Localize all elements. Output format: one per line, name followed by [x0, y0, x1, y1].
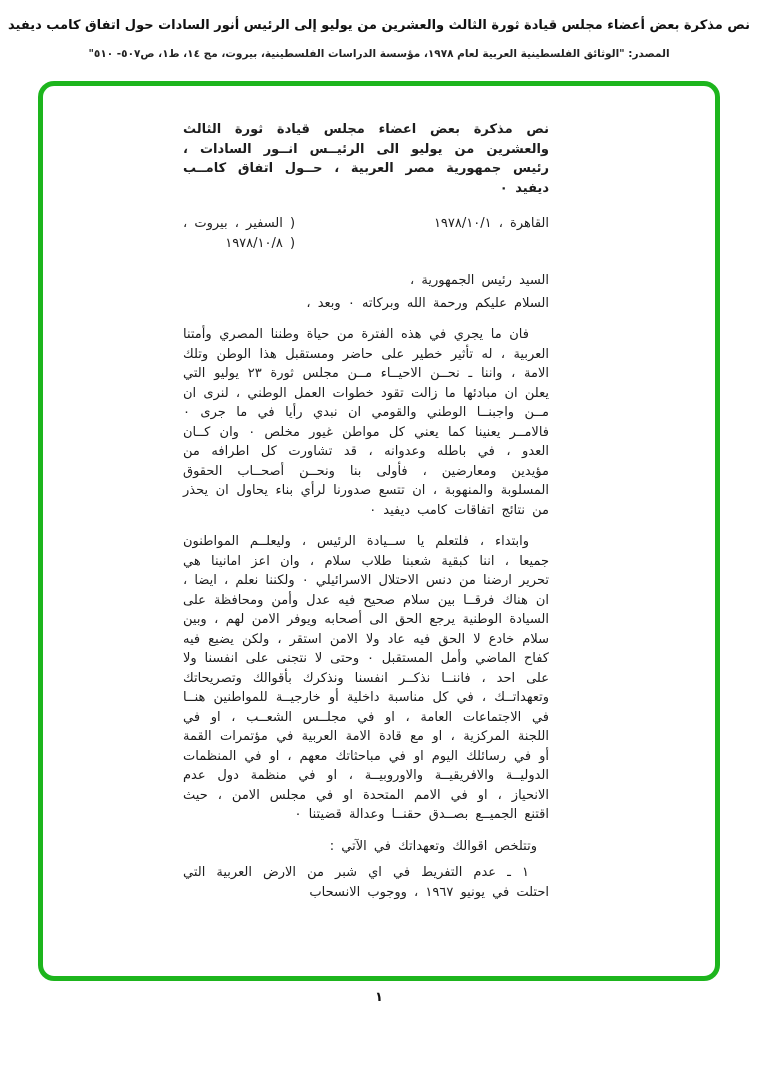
paragraph-1: فان ما يجري في هذه الفترة من حياة وطننا المصري وأمتنا العربية ، له تأثير خطير على حاضر ومستقبل هذا الوطن وتلك الامة ، واننا ـ نحــن الاحيــاء مــن مجلس ثورة ٢٣ يوليو التي يعلن ان مبادئها ما زالت تقود خطوات العمل الوطني ، لنرى ان مــن واجبنــا الوطني والقومي ان نبدي رأيا في ما جرى ٠ فالامــر يعنينا كما يعني كل مواطن غيور مخلص ٠ وان كــان العدو ، في باطله وعدوانه ، قد تشاورت كل اطرافه من مؤيدين ومعارضين ، فأولى بنا ونحــن أصحــاب الحقوق المسلوبة والمنهوبة ، ان تتسع صدورنا لرأي بناء يحاول ان يحذر من نتائج اتفاقات كامب ديفيد ٠	[183, 327, 550, 518]
dateline-source-ref	[183, 214, 295, 253]
list-intro: وتتلخص اقوالك وتعهداتك في الآتي :	[329, 838, 537, 854]
document-title: نص مذكرة بعض اعضاء مجلس قيادة ثورة الثالث والعشرين من يوليو الى الرئيــس انــور السادات ، رئيس جمهورية مصر العربية ، حــول اتفاق كامــب ديفيد ٠	[183, 122, 549, 196]
salutation: السيد رئيس الجمهورية ،	[410, 273, 549, 288]
dateline	[183, 214, 549, 253]
dateline-source-line-2: ( ١٩٧٨/١٠/٨	[225, 235, 296, 251]
page-number: ١	[375, 990, 383, 1005]
list-item-1: ١ ـ عدم التفريط في اي شبر من الارض العربية التي احتلت في يونيو ١٩٦٧ ، ووجوب الانسحاب	[183, 865, 549, 900]
page-header	[0, 0, 758, 61]
document-frame	[38, 81, 720, 981]
header-source-citation: المصدر: "الوثائق الفلسطينية العربية لعام ١٩٧٨، مؤسسة الدراسات الفلسطينية، بيروت، مج ١٤، ط١، ص٥٠٧- ٥١٠"	[88, 48, 670, 60]
greeting: السلام عليكم ورحمة الله وبركاته ٠ وبعد ،	[306, 295, 549, 311]
document-body	[183, 120, 549, 902]
paragraph-2: وابتداء ، فلتعلم يا ســيادة الرئيس ، وليعلــم المواطنون جميعا ، اننا كبقية شعبنا طلاب سلام ، وان اعز امانينا هي تحرير ارضنا من دنس الاحتلال الاسرائيلي ٠ ولكننا نعلم ، ايضا ، ان هناك فرقــا بين سلام صحيح فيه عدل وأمن ومحافظة على السيادة الوطنية يرجع الحق الى أصحابه ويوفر الامن لهم ، وبين سلام خادع لا الحق فيه عاد ولا الامن استقر ، ولكن يضيع فيه كفاح الماضي وأمل المستقبل ٠ وحتى لا نتجنى على انفسنا ولا على احد ، فاننــا نذكــر انفسنا ونذكرك بأقوالك وتصريحاتك وتعهداتــك ، في كل مناسبة داخلية أو خارجيــة للمواطنين هنــا في الاجتماعات العامة ، او في مجلــس الشعــب ، او في اللجنة المركزية ، او مع قادة الامة العربية في مؤتمرات القمة أو في رسائلك اليوم او في مباحثاتك معهم ، او في المنظمات الدوليــة والافريقيــة والاوروبيــة ، او في منظمة دول عدم الانحياز ، او في الامم المتحدة او في مجلس الامن ، حيث اقتنع الجميــع بصــدق حقنــا وعدالة قضيتنا ٠	[183, 534, 549, 822]
dateline-source-line-1: ( السفير ، بيروت ،	[183, 216, 296, 231]
header-title: نص مذكرة بعض أعضاء مجلس قيادة ثورة الثالث والعشرين من يوليو إلى الرئيس أنور السادات حول اتفاق كامب ديفيد	[8, 18, 750, 33]
dateline-place-date: القاهرة ، ١٩٧٨/١٠/١	[433, 216, 549, 231]
